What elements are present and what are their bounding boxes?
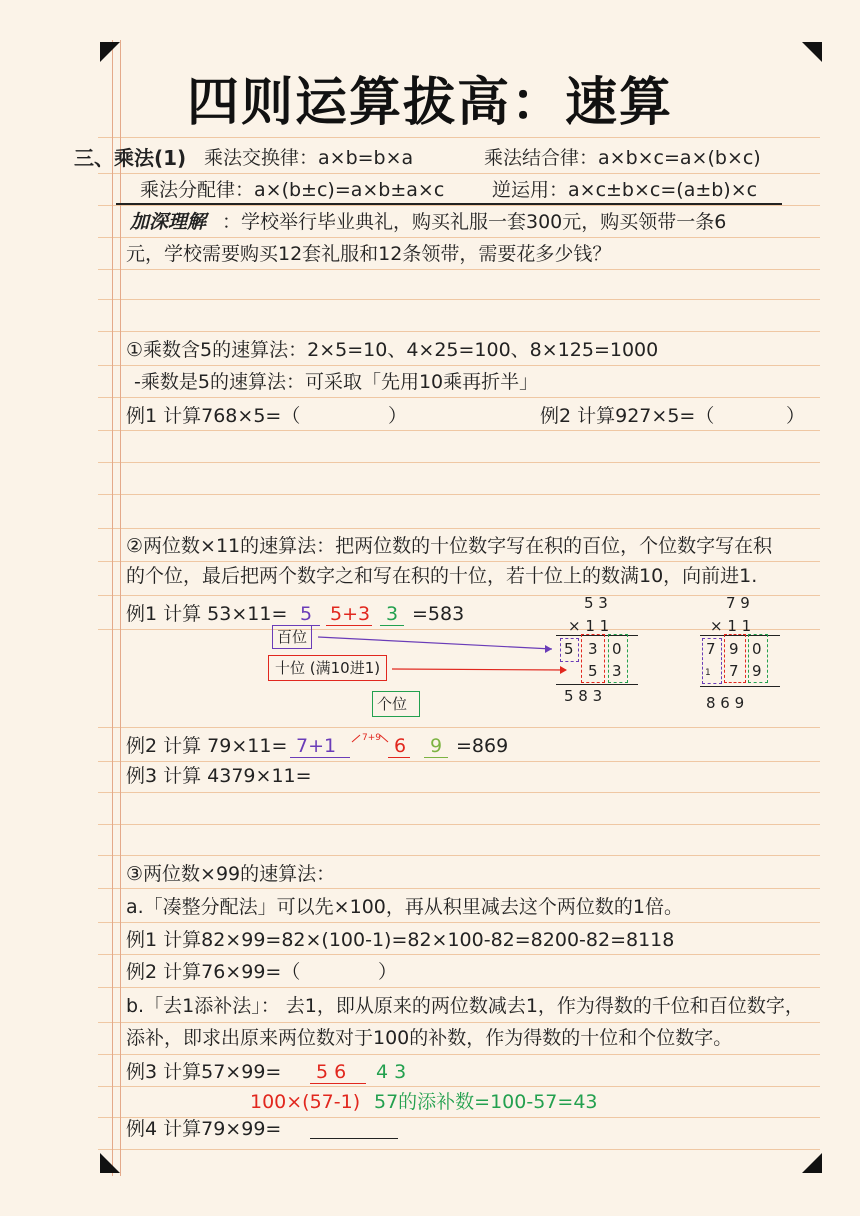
v2-row2-b: 7 <box>729 662 739 680</box>
part2-example-2: 例2 计算 79×11= <box>126 735 288 757</box>
v1-row1-a: 5 <box>564 640 574 658</box>
ex2-result: =869 <box>456 735 509 757</box>
ex2-tens: 6 <box>394 735 407 757</box>
deepen-label: 加深理解 <box>130 211 207 233</box>
v2-line-2 <box>700 686 780 687</box>
v1-row2-b: 3 <box>612 662 622 680</box>
v1-top: 5 3 <box>584 594 608 612</box>
ex1-tens-sum: 5+3 <box>330 603 371 625</box>
part1-heading: ①乘数含5的速算法：2×5=10、4×25=100、8×125=1000 <box>126 339 659 361</box>
part3-example-2-close: ） <box>378 961 398 983</box>
part1-example-2: 例2 计算927×5=（ <box>540 405 715 427</box>
v2-row1-c: 0 <box>752 640 762 658</box>
deepen-text-2: 元，学校需要购买12套礼服和12条领带，需要花多少钱？ <box>126 243 612 265</box>
part2-example-3: 例3 计算 4379×11= <box>126 765 312 787</box>
part1-example-1: 例1 计算768×5=（ <box>126 405 301 427</box>
deepen-text-1: ：学校举行毕业典礼，购买礼服一套300元，购买领带一条6 <box>222 211 727 233</box>
reverse-law: 逆运用：a×c±b×c=(a±b)×c <box>492 179 758 201</box>
ex1-hundreds-digit: 5 <box>300 603 313 625</box>
part2-heading-2: 的个位，最后把两个数字之和写在积的十位，若十位上的数满10，向前进1. <box>126 565 758 587</box>
commutative-law: 乘法交换律：a×b=b×a <box>204 147 414 169</box>
part2-heading-1: ②两位数×11的速算法：把两位数的十位数字写在积的百位，个位数字写在积 <box>126 535 773 557</box>
v1-multiplier: × 1 1 <box>568 617 610 635</box>
part3-example-2: 例2 计算76×99=（ <box>126 961 301 983</box>
part3-example-3: 例3 计算57×99= <box>126 1061 282 1083</box>
part3-example-1: 例1 计算82×99=82×(100-1)=82×100-82=8200-82=8118 <box>126 929 675 951</box>
distributive-law: 乘法分配律：a×(b±c)=a×b±a×c <box>140 179 445 201</box>
v2-row1-b: 9 <box>729 640 739 658</box>
ex1-ones-digit: 3 <box>386 603 399 625</box>
part3-example-4: 例4 计算79×99= <box>126 1118 282 1140</box>
section-heading: 三、乘法(1) <box>74 146 187 170</box>
part1-example-1-close: ） <box>388 405 408 427</box>
ex3-red-digits: 5 6 <box>316 1061 347 1083</box>
v2-row1-a: 7 <box>706 640 716 658</box>
v2-top: 7 9 <box>726 594 750 612</box>
part3-method-b-1: b.「去1添补法」： 去1，即从原来的两位数减去1，作为得数的千位和百位数字， <box>126 995 804 1017</box>
page-title: 四则运算拔高：速算 <box>186 73 673 133</box>
ex2-note: 7+9 <box>362 733 381 743</box>
ex2-tens-underline <box>388 757 410 758</box>
ex2-hundreds: 7+1 <box>296 735 337 757</box>
label-tens: 十位 (满10进1) <box>268 655 387 681</box>
part3-heading: ③两位数×99的速算法： <box>126 863 336 885</box>
label-hundreds: 百位 <box>272 625 312 649</box>
ex3-note-red: 100×(57-1) <box>250 1091 361 1113</box>
v2-row2-c: 9 <box>752 662 762 680</box>
v1-row1-c: 0 <box>612 640 622 658</box>
v1-line-2 <box>556 684 638 685</box>
v1-sum: 5 8 3 <box>564 687 603 705</box>
v2-carry: 1 <box>705 668 711 678</box>
ex2-hundreds-underline <box>290 757 350 758</box>
ex3-note-green: 57的添补数=100-57=43 <box>374 1091 598 1113</box>
part1-example-2-close: ） <box>786 405 806 427</box>
ex2-ones: 9 <box>430 735 443 757</box>
ex3-red-underline <box>310 1083 366 1084</box>
label-ones: 个位 <box>372 691 420 717</box>
associative-law: 乘法结合律：a×b×c=a×(b×c) <box>484 147 761 169</box>
part2-example-1: 例1 计算 53×11= <box>126 603 288 625</box>
part3-method-a: a.「凑整分配法」可以先×100，再从积里减去这个两位数的1倍。 <box>126 896 683 918</box>
ex1-result: =583 <box>412 603 465 625</box>
ex2-note-arrows <box>350 732 390 744</box>
ex4-answer-blank[interactable] <box>310 1138 398 1139</box>
v1-row2-a: 5 <box>588 662 598 680</box>
v1-row1-b: 3 <box>588 640 598 658</box>
v2-multiplier: × 1 1 <box>710 617 752 635</box>
ex3-green-digits: 4 3 <box>376 1061 407 1083</box>
v2-sum: 8 6 9 <box>706 694 745 712</box>
part1-rule: -乘数是5的速算法：可采取「先用10乘再折半」 <box>134 371 539 393</box>
part3-method-b-2: 添补，即求出原来两位数对于100的补数，作为得数的十位和个位数字。 <box>126 1027 733 1049</box>
ex2-ones-underline <box>424 757 448 758</box>
